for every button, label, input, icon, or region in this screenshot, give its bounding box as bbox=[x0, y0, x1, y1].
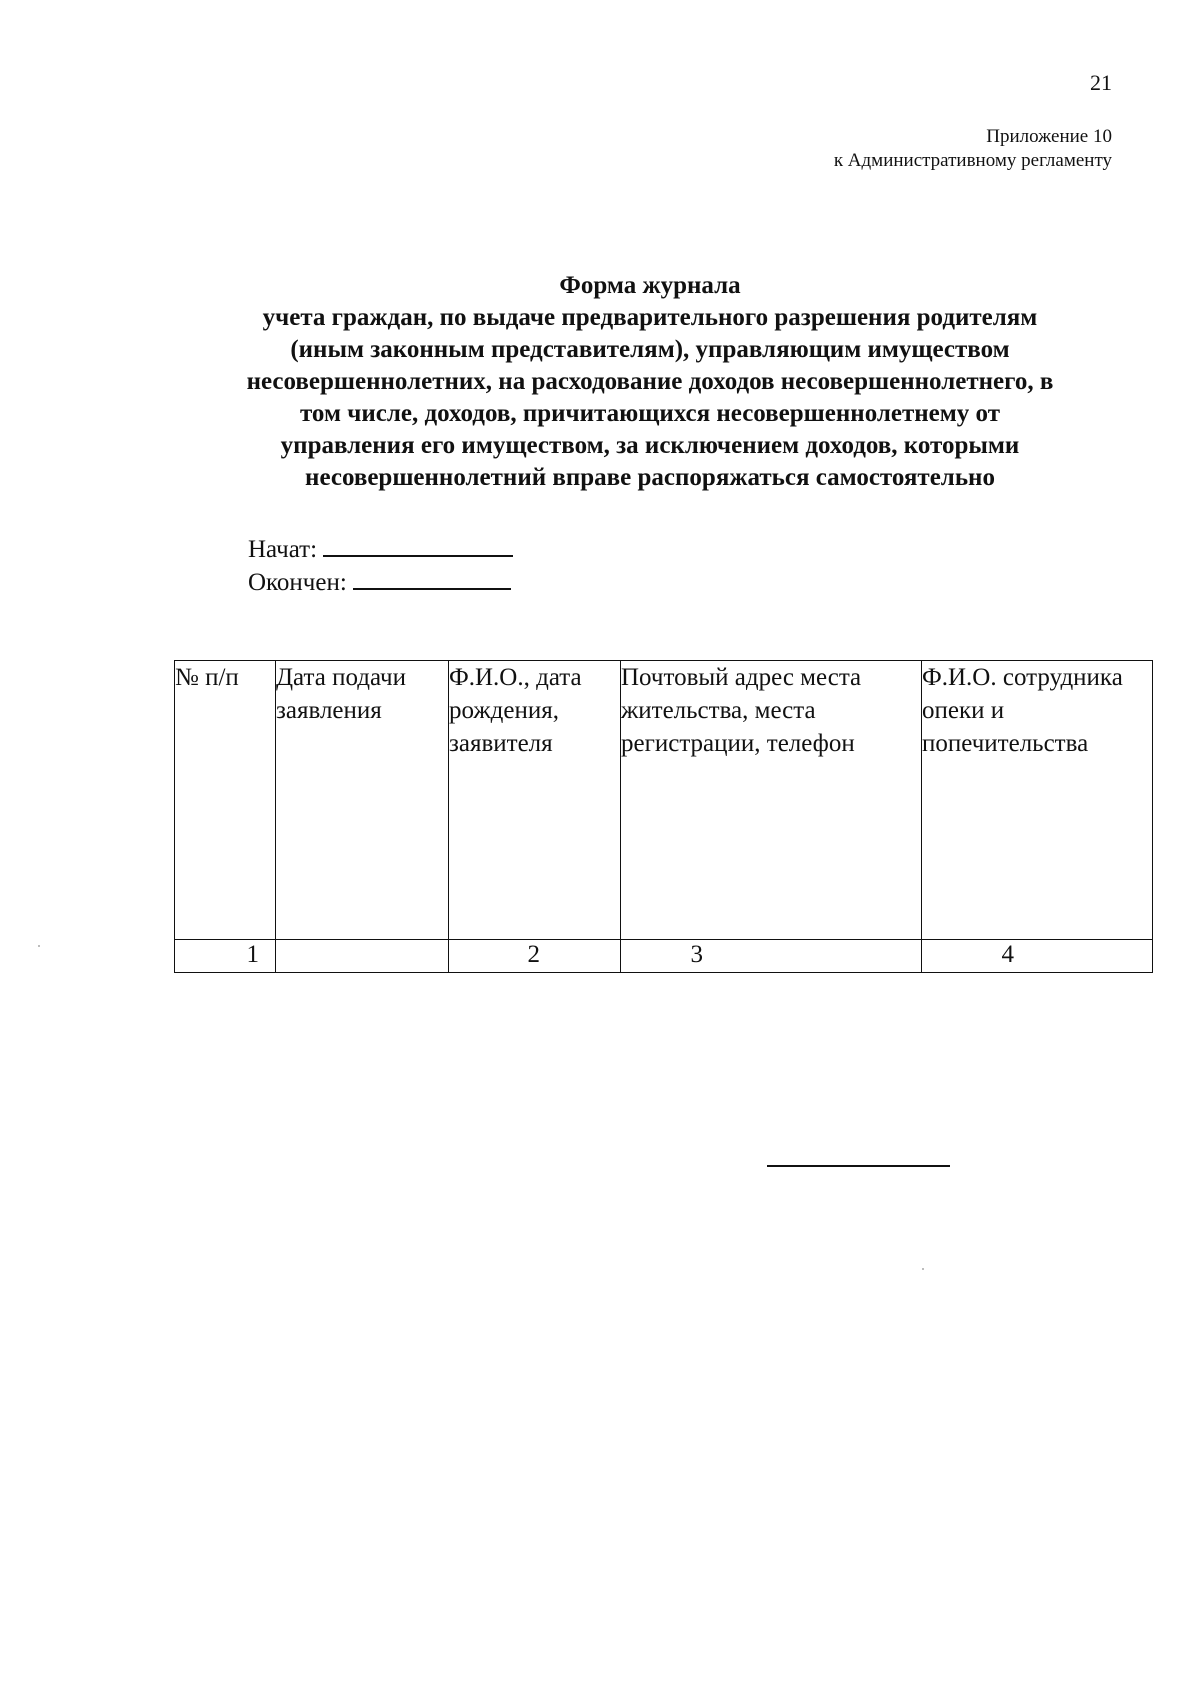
started-blank bbox=[323, 535, 513, 557]
table-cell: 3 bbox=[621, 940, 922, 973]
title-line: (иным законным представителям), управляющим имуществом bbox=[290, 336, 1010, 363]
started-label: Начат: bbox=[248, 536, 318, 563]
column-header-label: Почтовый адрес места жительства, места регистрации, телефон bbox=[621, 664, 862, 757]
column-header-applicant bbox=[449, 661, 621, 940]
column-header-address bbox=[621, 661, 922, 940]
title-line: Форма журнала bbox=[559, 272, 741, 299]
appendix-line-2: к Административному регламенту bbox=[833, 150, 1112, 171]
column-header-officer bbox=[922, 661, 1153, 940]
column-header-label: Дата подачи заявления bbox=[276, 664, 407, 724]
journal-dates bbox=[248, 533, 513, 599]
column-header-label: Ф.И.О. сотрудника опеки и попечительства bbox=[922, 664, 1123, 757]
title-line: учета граждан, по выдаче предварительного разрешения родителям bbox=[262, 304, 1038, 331]
scan-speck bbox=[922, 1268, 924, 1270]
table-cell: 1 bbox=[175, 940, 276, 973]
table-cell: 4 bbox=[922, 940, 1153, 973]
journal-table bbox=[174, 660, 1153, 973]
title-line: том числе, доходов, причитающихся несовершеннолетнему от bbox=[299, 400, 1000, 427]
appendix-note bbox=[834, 125, 1112, 173]
table-row bbox=[175, 940, 1153, 973]
column-header-label: Ф.И.О., дата рождения, заявителя bbox=[449, 664, 582, 757]
table-cell: 2 bbox=[449, 940, 621, 973]
title-line: несовершеннолетних, на расходование доходов несовершеннолетнего, в bbox=[246, 368, 1054, 395]
page-number: 21 bbox=[1090, 70, 1112, 95]
document-title bbox=[150, 270, 1150, 494]
column-header-date bbox=[276, 661, 449, 940]
started-row bbox=[248, 533, 513, 566]
ended-label: Окончен: bbox=[248, 569, 347, 596]
column-header-label: № п/п bbox=[175, 664, 239, 691]
title-line: несовершеннолетний вправе распоряжаться самостоятельно bbox=[305, 464, 995, 491]
appendix-line-1: Приложение 10 bbox=[986, 126, 1112, 147]
title-line: управления его имуществом, за исключением доходов, которыми bbox=[280, 432, 1020, 459]
ended-row bbox=[248, 566, 513, 599]
table-header-row bbox=[175, 661, 1153, 940]
table-cell bbox=[276, 940, 449, 973]
column-header-number bbox=[175, 661, 276, 940]
ended-blank bbox=[353, 568, 511, 590]
scan-speck bbox=[38, 945, 40, 947]
signature-line bbox=[767, 1165, 950, 1167]
